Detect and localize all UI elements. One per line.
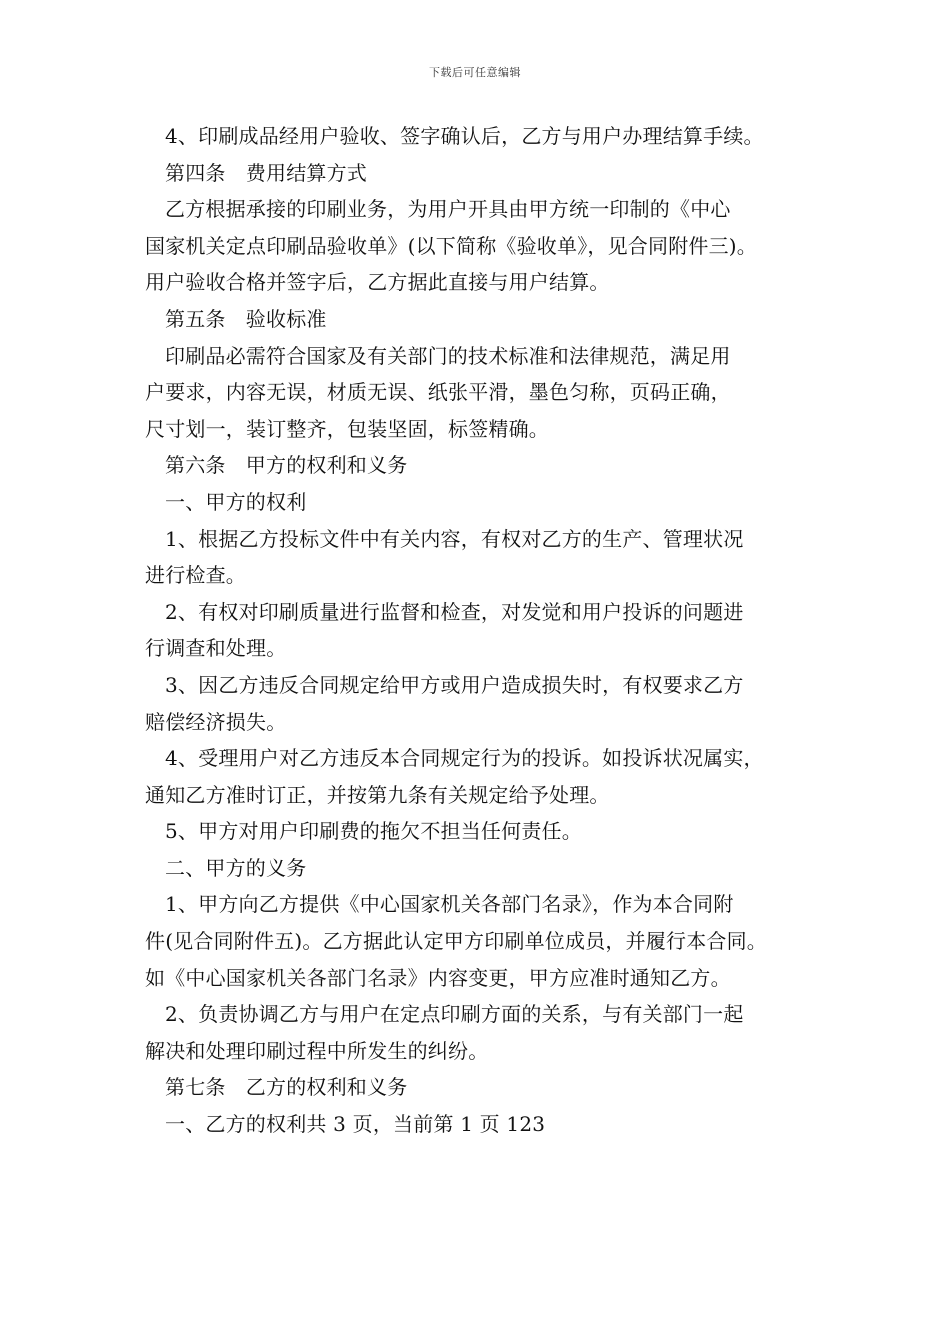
text-line: 4、印刷成品经用户验收、签字确认后，乙方与用户办理结算手续。	[165, 124, 764, 148]
text-line: 第七条 乙方的权利和义务	[165, 1075, 408, 1100]
page-header: 下载后可任意编辑	[429, 66, 521, 79]
text-line: 1、甲方向乙方提供《中心国家机关各部门名录》，作为本合同附	[165, 892, 734, 917]
text-line: 行调查和处理。	[145, 636, 287, 661]
text-line: 进行检查。	[145, 563, 246, 588]
text-line: 尺寸划一，装订整齐，包装坚固，标签精确。	[145, 416, 549, 441]
text-line: 第四条 费用结算方式	[165, 160, 367, 185]
text-line: 第六条 甲方的权利和义务	[165, 453, 408, 478]
text-line: 二、甲方的义务	[165, 855, 307, 880]
text-line: 第五条 验收标准	[165, 306, 327, 331]
text-line: 国家机关定点印刷品验收单》(以下简称《验收单》，见合同附件三)。	[145, 233, 758, 258]
text-line: 3、因乙方违反合同规定给甲方或用户造成损失时，有权要求乙方	[165, 672, 744, 697]
text-line: 2、有权对印刷质量进行监督和检查，对发觉和用户投诉的问题进	[165, 599, 744, 624]
text-line: 赔偿经济损失。	[145, 709, 287, 734]
text-line: 印刷品必需符合国家及有关部门的技术标准和法律规范，满足用	[165, 343, 731, 368]
text-line: 用户验收合格并签字后，乙方据此直接与用户结算。	[145, 270, 610, 295]
text-line: 一、甲方的权利	[165, 489, 307, 514]
text-line: 乙方根据承接的印刷业务，为用户开具由甲方统一印制的《中心	[165, 197, 731, 222]
text-line: 如《中心国家机关各部门名录》内容变更，甲方应准时通知乙方。	[145, 965, 731, 990]
text-line: 4、受理用户对乙方违反本合同规定行为的投诉。如投诉状况属实，	[165, 746, 764, 771]
text-line: 件(见合同附件五)。乙方据此认定甲方印刷单位成员，并履行本合同。	[145, 929, 768, 954]
text-line: 通知乙方准时订正，并按第九条有关规定给予处理。	[145, 782, 610, 807]
text-line: 1、根据乙方投标文件中有关内容，有权对乙方的生产、管理状况	[165, 526, 744, 551]
text-line: 一、乙方的权利共 3 页，当前第 1 页 123	[165, 1112, 546, 1137]
text-line: 5、甲方对用户印刷费的拖欠不担当任何责任。	[165, 819, 582, 844]
text-line: 户要求，内容无误，材质无误、纸张平滑，墨色匀称，页码正确，	[145, 380, 731, 405]
text-line: 解决和处理印刷过程中所发生的纠纷。	[145, 1038, 489, 1063]
document-body	[145, 118, 825, 1143]
text-line: 2、负责协调乙方与用户在定点印刷方面的关系，与有关部门一起	[165, 1002, 744, 1027]
